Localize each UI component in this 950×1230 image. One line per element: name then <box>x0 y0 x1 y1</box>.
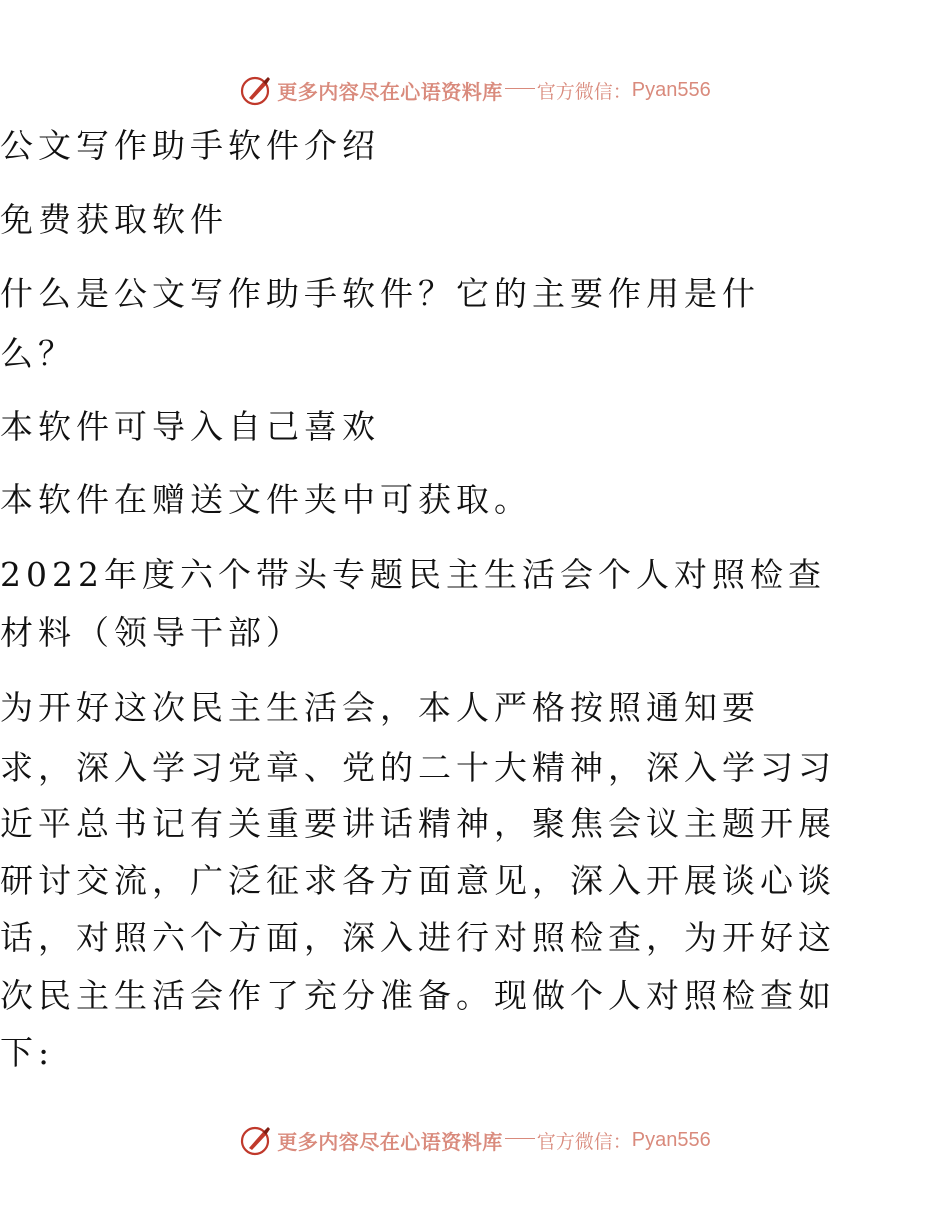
footer-brand-text: 更多内容尽在心语资料库 <box>277 1129 503 1154</box>
header-brand-text: 更多内容尽在心语资料库 <box>277 79 503 104</box>
doc-paragraph-line: 次民主生活会作了充分准备。现做个人对照检查如 <box>0 976 836 1015</box>
doc-paragraph-line: 为开好这次民主生活会，本人严格按照通知要 <box>0 688 760 727</box>
doc-line: 什么是公文写作助手软件？它的主要作用是什 <box>0 274 760 313</box>
doc-paragraph-line: 近平总书记有关重要讲话精神，聚焦会议主题开展 <box>0 804 836 843</box>
doc-paragraph-line: 话，对照六个方面，深入进行对照检查，为开好这 <box>0 918 836 957</box>
doc-heading-line: 材料（领导干部） <box>0 613 304 652</box>
doc-line: 么？ <box>0 334 76 373</box>
doc-paragraph-line: 下: <box>0 1033 55 1072</box>
doc-line: 免费获取软件 <box>0 200 228 239</box>
pen-logo-icon <box>239 73 273 107</box>
doc-title-line: 公文写作助手软件介绍 <box>0 126 380 165</box>
header-wechat-label: 官方微信： <box>536 80 632 103</box>
header-watermark <box>0 70 950 110</box>
footer-wechat-label: 官方微信： <box>536 1130 632 1153</box>
doc-line: 本软件可导入自己喜欢 <box>0 407 380 446</box>
doc-paragraph-line: 研讨交流，广泛征求各方面意见，深入开展谈心谈 <box>0 861 836 900</box>
footer-dash <box>505 1138 535 1139</box>
pen-logo-icon <box>239 1123 273 1157</box>
footer-wechat-id: Pyan556 <box>631 1128 711 1151</box>
header-dash <box>505 88 535 89</box>
doc-paragraph-line: 求，深入学习党章、党的二十大精神，深入学习习 <box>0 748 836 787</box>
footer-watermark <box>0 1120 950 1160</box>
header-wechat-id: Pyan556 <box>631 78 711 101</box>
doc-heading-line: 2022年度六个带头专题民主生活会个人对照检查 <box>0 555 826 594</box>
doc-line: 本软件在赠送文件夹中可获取。 <box>0 480 532 519</box>
